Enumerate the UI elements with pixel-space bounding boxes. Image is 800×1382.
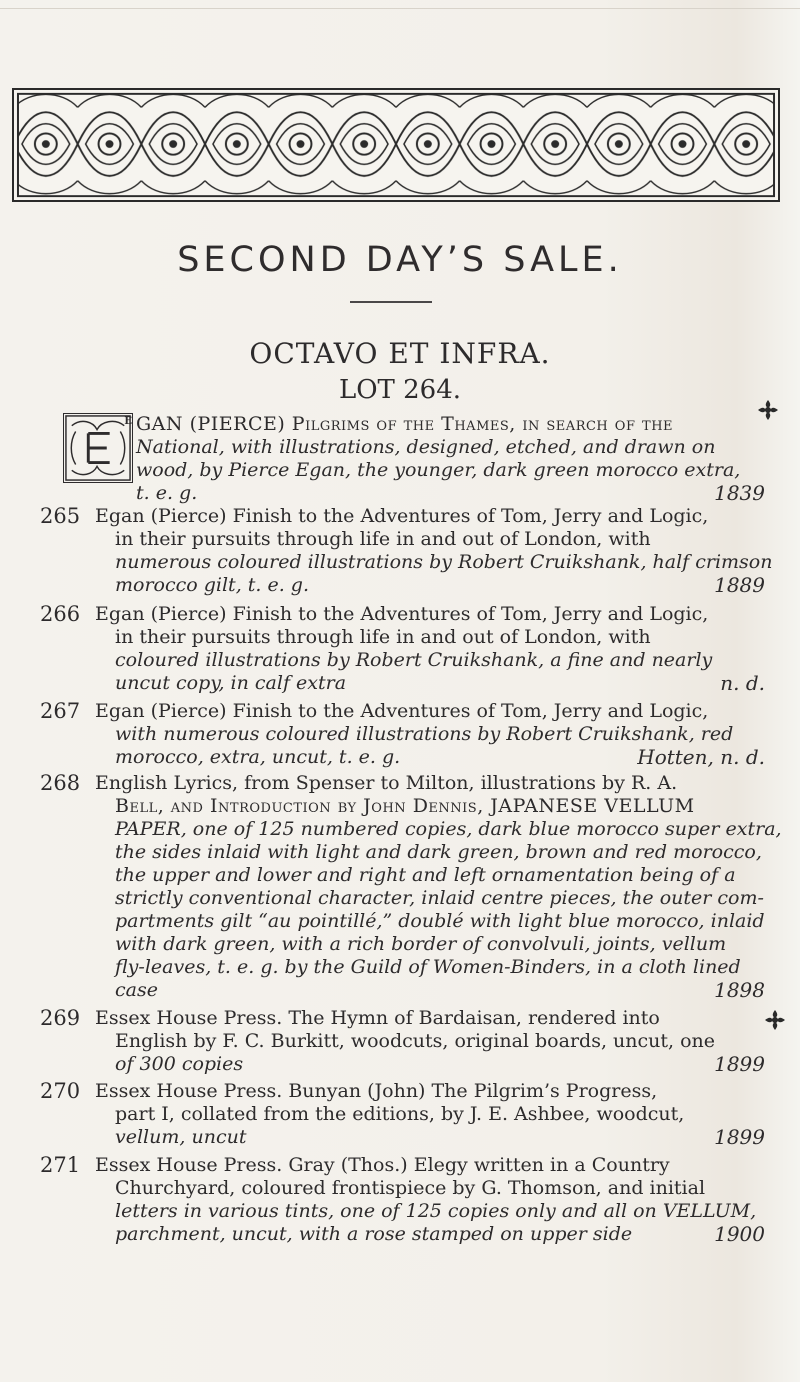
lot-number: 268 (40, 771, 81, 795)
entry-line: letters in various tints, one of 125 copies only and all on VELLUM, (115, 1200, 757, 1222)
section-title: OCTAVO ET INFRA. (249, 337, 551, 370)
entry-line: in their pursuits through life in and out of London, with (115, 626, 651, 648)
lot-264-line-1: GAN (PIERCE) Pilgrims of the Thames, in search of the (136, 413, 674, 435)
lot-264-line-4-text: t. e. g. (136, 482, 198, 504)
entry-line-text: uncut copy, in calf extra (115, 672, 347, 694)
entry-year: 1889 (714, 573, 765, 597)
ornamental-band-icon (12, 88, 780, 202)
entry-year: Hotten, n. d. (637, 745, 765, 769)
entry-line: English Lyrics, from Spenser to Milton, illustrations by R. A. (95, 772, 678, 794)
title-divider (350, 301, 432, 303)
entry-line-text: case (115, 979, 158, 1001)
entry-year: 1898 (714, 978, 765, 1002)
entry-year: 1899 (714, 1052, 765, 1076)
entry-line: Egan (Pierce) Finish to the Adventures of Tom, Jerry and Logic, (95, 505, 709, 527)
lot-264-line-4 (136, 482, 770, 505)
entry-year: 1899 (714, 1125, 765, 1149)
entry-line (95, 1223, 770, 1246)
entry-line: Bell, and Introduction by John Dennis, JAPANESE VELLUM (115, 795, 695, 817)
lot-number: 270 (40, 1079, 81, 1103)
entry-line: partments gilt “au pointillé,” doublé with light blue morocco, inlaid (115, 910, 765, 932)
entry-line: English by F. C. Burkitt, woodcuts, original boards, uncut, one (115, 1030, 716, 1052)
entry-line: Essex House Press. Gray (Thos.) Elegy written in a Country (95, 1154, 670, 1176)
entry-line: Egan (Pierce) Finish to the Adventures of Tom, Jerry and Logic, (95, 700, 709, 722)
entry-line: the sides inlaid with light and dark green, brown and red morocco, (115, 841, 762, 863)
page-title: SECOND DAY’S SALE. (177, 240, 623, 280)
entry-line: Egan (Pierce) Finish to the Adventures of Tom, Jerry and Logic, (95, 603, 709, 625)
lot-270-text (95, 1080, 770, 1149)
entry-line: Essex House Press. Bunyan (John) The Pilgrim’s Progress, (95, 1080, 658, 1102)
entry-line: numerous coloured illustrations by Robert Cruikshank, half crimson (115, 551, 773, 573)
lot-271-text (95, 1154, 770, 1246)
entry-line-text: vellum, uncut (115, 1126, 247, 1148)
ornamental-initial-e-icon (63, 413, 133, 483)
initial-letter: E (124, 416, 132, 427)
entry-line: the upper and lower and right and left ornamentation being of a (115, 864, 736, 886)
lot-heading: LOT 264. (338, 375, 462, 405)
lot-number: 266 (40, 602, 81, 626)
lot-268-text (95, 772, 782, 1002)
lot-number: 269 (40, 1006, 81, 1030)
flower-icon (763, 1008, 787, 1032)
entry-line: part I, collated from the editions, by J. E. Ashbee, woodcut, (115, 1103, 685, 1125)
entry-line (95, 574, 770, 597)
entry-line-text: of 300 copies (115, 1053, 244, 1075)
lot-264-line-2: National, with illustrations, designed, etched, and drawn on (136, 436, 716, 458)
entry-line: in their pursuits through life in and out of London, with (115, 528, 651, 550)
entry-line (95, 1126, 770, 1149)
lot-264-text (136, 413, 770, 505)
entry-line-text: morocco, extra, uncut, t. e. g. (115, 746, 401, 768)
lot-number: 265 (40, 504, 81, 528)
entry-line: Churchyard, coloured frontispiece by G. Thomson, and initial (115, 1177, 706, 1199)
entry-line: coloured illustrations by Robert Cruikshank, a fine and nearly (115, 649, 713, 671)
lot-264-line-3: wood, by Pierce Egan, the younger, dark green morocco extra, (136, 459, 741, 481)
lot-264-year: 1839 (714, 481, 765, 505)
flower-icon (756, 398, 780, 422)
lot-265-text (95, 505, 773, 597)
entry-line: with numerous coloured illustrations by Robert Cruikshank, red (115, 723, 734, 745)
entry-line: with dark green, with a rich border of convolvuli, joints, vellum (115, 933, 727, 955)
entry-line (95, 746, 770, 769)
entry-line (95, 672, 770, 695)
lot-269-text (95, 1007, 770, 1076)
entry-line: fly-leaves, t. e. g. by the Guild of Women-Binders, in a cloth lined (115, 956, 741, 978)
entry-year: 1900 (714, 1222, 765, 1246)
lot-266-text (95, 603, 770, 695)
entry-line: PAPER, one of 125 numbered copies, dark blue morocco super extra, (115, 818, 782, 840)
lot-number: 267 (40, 699, 81, 723)
entry-year: n. d. (720, 671, 765, 695)
entry-line: Essex House Press. The Hymn of Bardaisan, rendered into (95, 1007, 660, 1029)
lot-number: 271 (40, 1153, 81, 1177)
entry-line: strictly conventional character, inlaid centre pieces, the outer com- (115, 887, 764, 909)
top-rule (0, 8, 800, 9)
entry-line-text: parchment, uncut, with a rose stamped on upper side (115, 1223, 633, 1245)
lot-267-text (95, 700, 770, 769)
entry-line (95, 1053, 770, 1076)
entry-line-text: morocco gilt, t. e. g. (115, 574, 310, 596)
entry-line (95, 979, 770, 1002)
